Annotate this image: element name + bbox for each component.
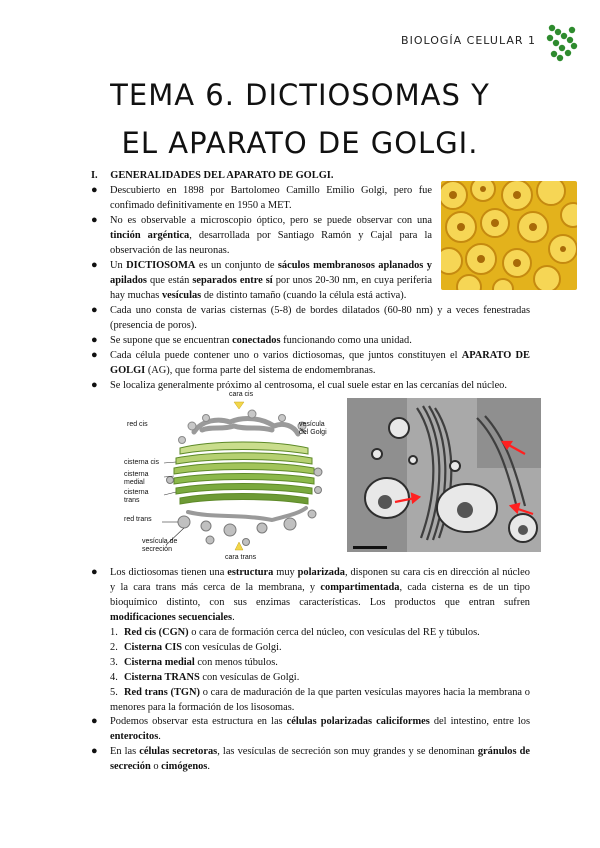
cara-trans-marker-icon xyxy=(235,542,243,550)
bullet-icon: ● xyxy=(91,745,98,757)
label-red-trans: red trans xyxy=(124,516,152,523)
list-item: ● Podemos observar esta estructura en las células polarizadas caliciformes del intestino, entre los enterocitos. xyxy=(91,715,530,742)
label-cisterna-trans: cisterna trans xyxy=(124,489,149,504)
page-title-line2: EL APARATO DE GOLGI. xyxy=(121,126,479,160)
label-cara-trans: cara trans xyxy=(225,554,257,561)
label-vesicula-golgi: vesícula del Golgi xyxy=(299,421,327,436)
label-red-cis: red cis xyxy=(127,421,148,428)
label-cisterna-cis: cisterna cis xyxy=(124,459,160,466)
label-cisterna-medial: cisterna medial xyxy=(124,471,149,486)
numbered-item: 3. Cisterna medial con menos túbulos. xyxy=(110,657,278,668)
numbered-item: 5. Red trans (TGN) o cara de maduración de la que parten vesículas mayores hacia la membrana o menores para la formación de los lisosomas. xyxy=(110,687,530,713)
golgi-diagram xyxy=(122,391,332,562)
bullet-icon: ● xyxy=(91,349,98,361)
section-number: I. xyxy=(91,170,98,181)
bullet-icon: ● xyxy=(91,566,98,578)
page-header: BIOLOGÍA CELULAR 1 xyxy=(401,34,536,47)
list-item: ● No es observable a microscopio óptico, pero se puede observar con una tinción argéntica, desarrollada por Santiago Ramón y Cajal para la observación de las neuronas. xyxy=(91,214,432,256)
scale-bar xyxy=(353,546,387,549)
label-vesicula-secrecion: vesícula de secreción xyxy=(142,538,178,553)
numbered-item: 2. Cisterna CIS con vesículas de Golgi. xyxy=(110,642,282,653)
numbered-item: 4. Cisterna TRANS con vesículas de Golgi. xyxy=(110,672,300,683)
bullet-icon: ● xyxy=(91,304,98,316)
list-item: ● Los dictiosomas tienen una estructura muy polarizada, disponen su cara cis en dirección al núcleo y la cara trans más cerca de la membrana, y compartimentada, cada cisterna es de un tipo bioquímico distinto, con sus enzimas características. Los productos que entran sufren modificaciones secuenciales. xyxy=(91,566,530,623)
cara-cis-marker-icon xyxy=(234,402,244,409)
bullet-icon: ● xyxy=(91,184,98,196)
list-item: ● Cada célula puede contener uno o varios dictiosomas, que juntos constituyen el APARATO DE GOLGI (AG), que forma parte del sistema de endomembranas. xyxy=(91,349,530,376)
list-item: ● En las células secretoras, las vesículas de secreción son muy grandes y se denominan gránulos de secreción o cimógenos. xyxy=(91,745,531,772)
page-title-line1: TEMA 6. DICTIOSOMAS Y xyxy=(110,78,490,112)
list-item: ● Se localiza generalmente próximo al centrosoma, el cual suele estar en las cercanías del núcleo. xyxy=(91,379,507,391)
bullet-icon: ● xyxy=(91,334,98,346)
list-item: ● Descubierto en 1898 por Bartolomeo Camillo Emilio Golgi, pero fue confimado definitivamente en 1950 a MET. xyxy=(91,184,432,211)
golgi-electron-micrograph xyxy=(347,398,541,552)
label-cara-cis: cara cis xyxy=(229,391,254,398)
numbered-list xyxy=(110,625,530,715)
dna-logo-icon xyxy=(544,22,580,62)
section-heading-text: GENERALIDADES DEL APARATO DE GOLGI. xyxy=(110,170,334,181)
list-item: ● Cada uno consta de varias cisternas (5-8) de bordes dilatados (60-80 nm) y a veces fenestradas (presencia de poros). xyxy=(91,304,530,331)
bullet-icon: ● xyxy=(91,259,98,271)
bullet-icon: ● xyxy=(91,379,98,391)
golgi-stained-micrograph xyxy=(441,181,577,290)
list-item: ● Se supone que se encuentran conectados funcionando como una unidad. xyxy=(91,334,412,346)
numbered-item: 1. Red cis (CGN) o cara de formación cerca del núcleo, con vesículas del RE y túbulos. xyxy=(110,627,480,638)
list-item: ● Un DICTIOSOMA es un conjunto de sáculos membranosos aplanados y apilados que están separados entre sí por unos 20-30 nm, en cuya periferia hay muchas vesículas de distinto tamaño (cuando la célula está activa). xyxy=(91,259,433,301)
section-heading xyxy=(91,168,391,183)
bullet-icon: ● xyxy=(91,715,98,727)
bullet-icon: ● xyxy=(91,214,98,226)
